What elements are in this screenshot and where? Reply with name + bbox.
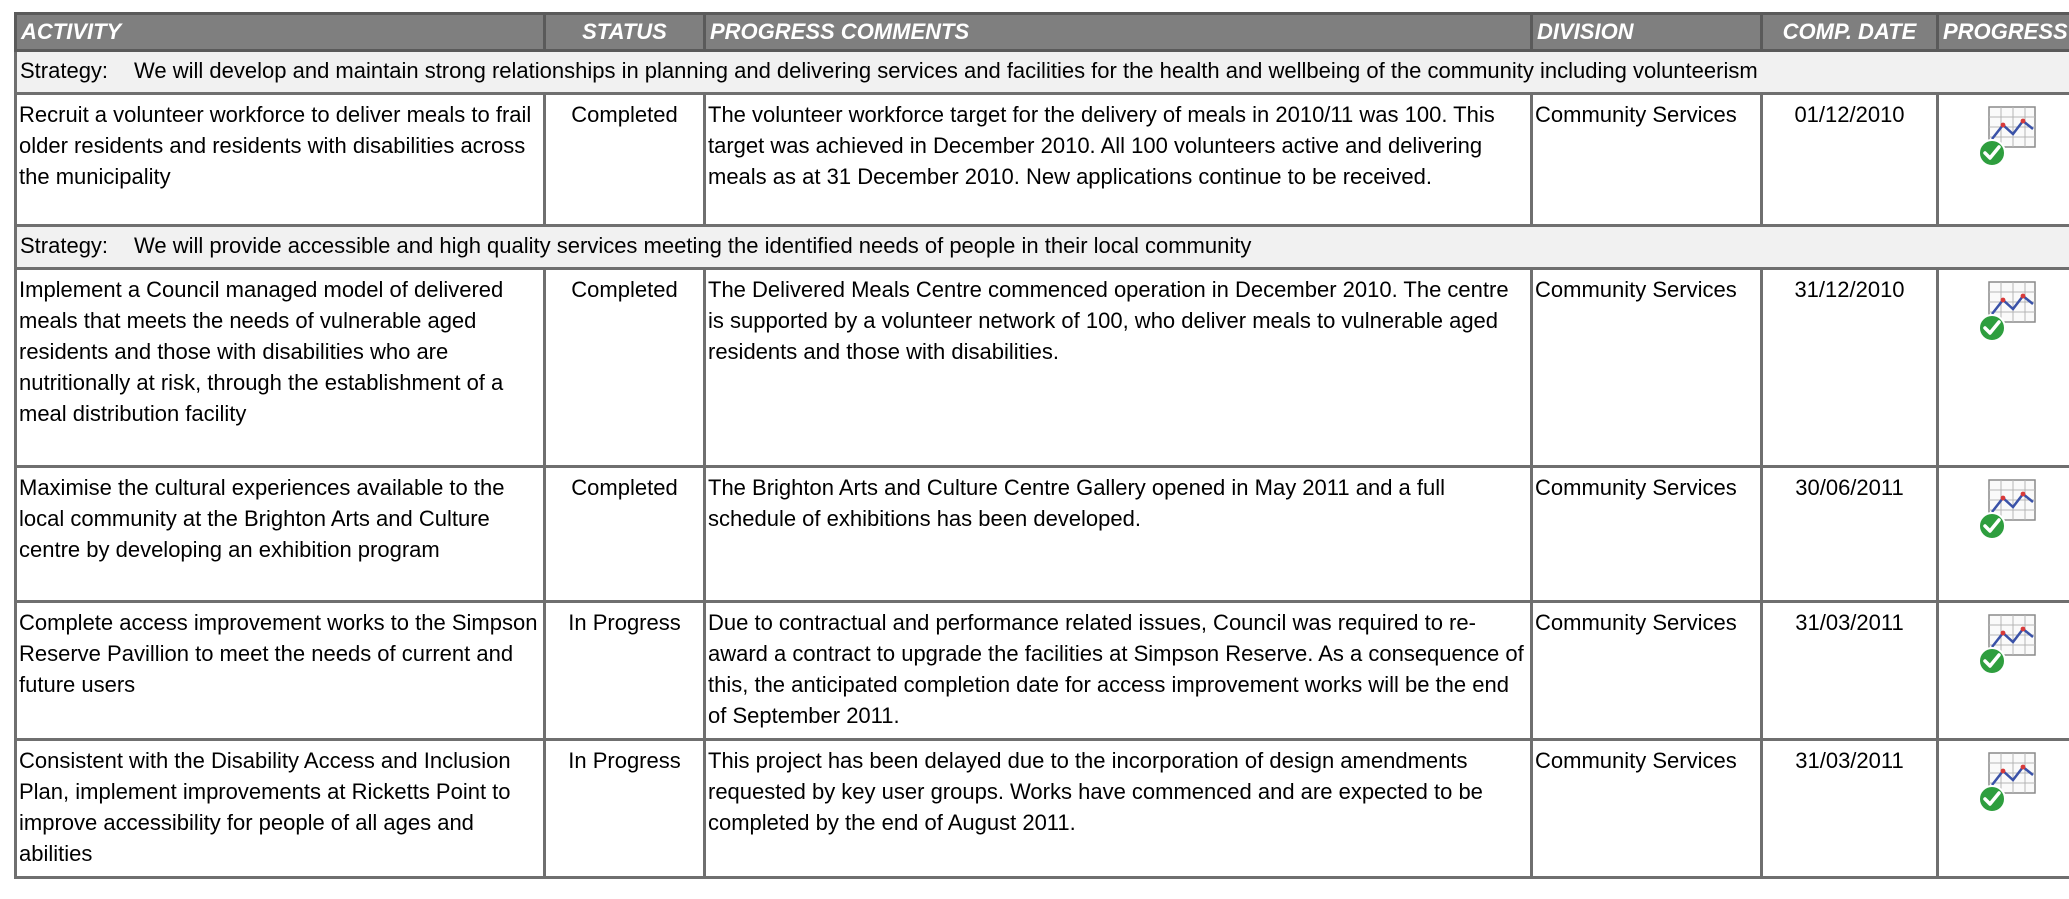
chart-check-icon: [1975, 747, 2041, 817]
header-row: [16, 14, 2069, 51]
table-row: [16, 94, 2069, 226]
table-row: [16, 740, 2069, 878]
table-row: [16, 602, 2069, 740]
table-row: [16, 269, 2069, 467]
comments-cell: The Delivered Meals Centre commenced operation in December 2010. The centre is supported by a volunteer network of 100, who deliver meals to vulnerable aged residents and those with disabilities.: [705, 269, 1532, 467]
strategy-label: Strategy:: [20, 58, 109, 83]
strategy-label: Strategy:: [20, 233, 109, 258]
strategy-text: We will provide accessible and high quality services meeting the identified needs of people in their local community: [134, 233, 1252, 258]
strategy-row: [16, 51, 2069, 94]
header-status: STATUS: [545, 14, 705, 51]
strategy-cell: [16, 226, 2069, 269]
progress-cell: [1938, 269, 2069, 467]
comp-date-cell: 31/03/2011: [1762, 602, 1938, 740]
division-cell: Community Services: [1532, 94, 1762, 226]
activity-cell: Consistent with the Disability Access and Inclusion Plan, implement improvements at Ricketts Point to improve accessibility for people of all ages and abilities: [16, 740, 545, 878]
status-cell: In Progress: [545, 740, 705, 878]
table-row: [16, 467, 2069, 602]
activity-cell: Recruit a volunteer workforce to deliver meals to frail older residents and residents with disabilities across the municipality: [16, 94, 545, 226]
division-cell: Community Services: [1532, 467, 1762, 602]
progress-cell: [1938, 467, 2069, 602]
progress-cell: [1938, 602, 2069, 740]
strategy-text: We will develop and maintain strong relationships in planning and delivering services and facilities for the health and wellbeing of the community including volunteerism: [134, 58, 1758, 83]
status-cell: Completed: [545, 467, 705, 602]
chart-check-icon: [1975, 276, 2041, 346]
header-comments: PROGRESS COMMENTS: [705, 14, 1532, 51]
division-cell: Community Services: [1532, 740, 1762, 878]
strategy-cell: [16, 51, 2069, 94]
chart-check-icon: [1975, 474, 2041, 544]
activity-cell: Complete access improvement works to the Simpson Reserve Pavillion to meet the needs of current and future users: [16, 602, 545, 740]
header-comp-date: COMP. DATE: [1762, 14, 1938, 51]
activity-progress-table: [14, 12, 2069, 879]
division-cell: Community Services: [1532, 602, 1762, 740]
header-division: DIVISION: [1532, 14, 1762, 51]
comments-cell: The volunteer workforce target for the delivery of meals in 2010/11 was 100. This target was achieved in December 2010. All 100 volunteers active and delivering meals as at 31 December 2010. New applications continue to be received.: [705, 94, 1532, 226]
activity-cell: Implement a Council managed model of delivered meals that meets the needs of vulnerable aged residents and those with disabilities who are nutritionally at risk, through the establishment of a meal distribution facility: [16, 269, 545, 467]
status-cell: In Progress: [545, 602, 705, 740]
comp-date-cell: 30/06/2011: [1762, 467, 1938, 602]
comp-date-cell: 31/03/2011: [1762, 740, 1938, 878]
status-cell: Completed: [545, 269, 705, 467]
chart-check-icon: [1975, 101, 2041, 171]
comp-date-cell: 01/12/2010: [1762, 94, 1938, 226]
progress-cell: [1938, 740, 2069, 878]
activity-cell: Maximise the cultural experiences available to the local community at the Brighton Arts and Culture centre by developing an exhibition program: [16, 467, 545, 602]
header-activity: ACTIVITY: [16, 14, 545, 51]
comments-cell: Due to contractual and performance related issues, Council was required to re-award a contract to upgrade the facilities at Simpson Reserve. As a consequence of this, the anticipated completion date for access improvement works will be the end of September 2011.: [705, 602, 1532, 740]
strategy-row: [16, 226, 2069, 269]
progress-cell: [1938, 94, 2069, 226]
comp-date-cell: 31/12/2010: [1762, 269, 1938, 467]
division-cell: Community Services: [1532, 269, 1762, 467]
chart-check-icon: [1975, 609, 2041, 679]
comments-cell: This project has been delayed due to the incorporation of design amendments requested by key user groups. Works have commenced and are expected to be completed by the end of August 2011.: [705, 740, 1532, 878]
status-cell: Completed: [545, 94, 705, 226]
comments-cell: The Brighton Arts and Culture Centre Gallery opened in May 2011 and a full schedule of exhibitions has been developed.: [705, 467, 1532, 602]
header-progress: PROGRESS: [1938, 14, 2069, 51]
